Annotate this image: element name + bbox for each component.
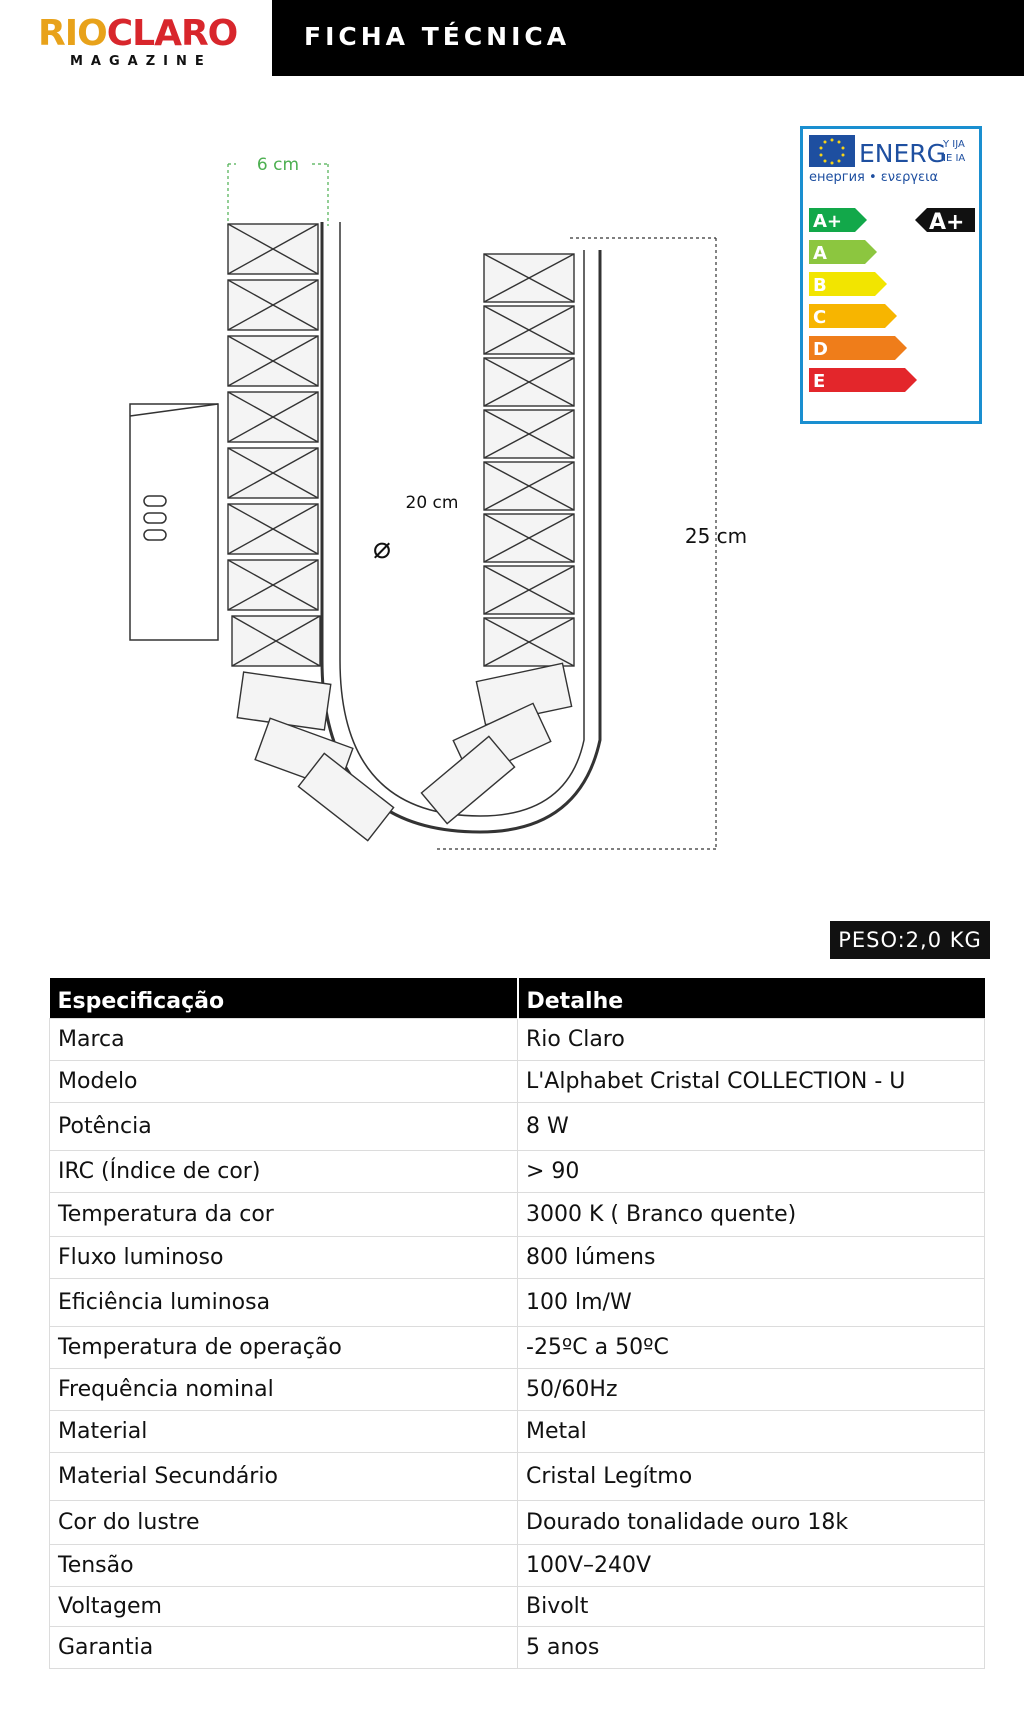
table-row <box>50 1410 985 1452</box>
spec-value-cell: 800 lúmens <box>518 1236 985 1278</box>
spec-value-cell: 8 W <box>518 1102 985 1150</box>
table-row <box>50 1150 985 1192</box>
spec-value-cell: Dourado tonalidade ouro 18k <box>518 1500 985 1544</box>
energy-suffix-top: Y IJA <box>943 139 965 150</box>
spec-name-cell: Garantia <box>50 1626 518 1668</box>
width-label: 6 cm <box>256 155 300 175</box>
energy-class-label: C <box>813 307 827 328</box>
spec-value-cell: 50/60Hz <box>518 1368 985 1410</box>
spec-table <box>49 978 985 1669</box>
energy-class-label: D <box>813 339 828 360</box>
spec-value-cell: Cristal Legítmo <box>518 1452 985 1500</box>
spec-name-cell: Potência <box>50 1102 518 1150</box>
height-label: 25 cm <box>684 524 748 548</box>
spec-name-cell: Temperatura da cor <box>50 1192 518 1236</box>
spec-value-cell: Metal <box>518 1410 985 1452</box>
table-row <box>50 1586 985 1626</box>
header-specification: Especificação <box>50 978 518 1018</box>
energy-class-label: E <box>813 371 826 392</box>
spec-value-cell: Rio Claro <box>518 1018 985 1060</box>
table-row <box>50 1060 985 1102</box>
spec-value-cell: L'Alphabet Cristal COLLECTION - U <box>518 1060 985 1102</box>
spec-name-cell: IRC (Índice de cor) <box>50 1150 518 1192</box>
spec-value-cell: Bivolt <box>518 1586 985 1626</box>
spec-value-cell: 3000 K ( Branco quente) <box>518 1192 985 1236</box>
table-row <box>50 1192 985 1236</box>
spec-name-cell: Eficiência luminosa <box>50 1278 518 1326</box>
energy-label <box>800 126 982 424</box>
spec-name-cell: Frequência nominal <box>50 1368 518 1410</box>
energy-label-graphic <box>803 129 979 421</box>
spec-name-cell: Material <box>50 1410 518 1452</box>
table-row <box>50 1500 985 1544</box>
energy-suffix-bottom: IE IA <box>943 153 966 164</box>
energy-class-label: B <box>813 275 827 296</box>
spec-table-body <box>50 1018 985 1668</box>
table-row <box>50 1626 985 1668</box>
table-row <box>50 1544 985 1586</box>
product-drawing <box>40 140 780 880</box>
weight-badge: PESO:2,0 KG <box>830 921 990 959</box>
diameter-symbol: ⌀ <box>372 531 392 566</box>
spec-name-cell: Cor do lustre <box>50 1500 518 1544</box>
spec-value-cell: -25ºC a 50ºC <box>518 1326 985 1368</box>
table-row <box>50 1326 985 1368</box>
spec-name-cell: Marca <box>50 1018 518 1060</box>
spec-name-cell: Modelo <box>50 1060 518 1102</box>
spec-name-cell: Tensão <box>50 1544 518 1586</box>
spec-name-cell: Temperatura de operação <box>50 1326 518 1368</box>
table-row <box>50 1236 985 1278</box>
spec-name-cell: Voltagem <box>50 1586 518 1626</box>
table-row <box>50 1452 985 1500</box>
header-bar <box>272 0 1024 76</box>
crystals-right <box>421 254 574 824</box>
energy-rating: A+ <box>929 210 965 235</box>
spec-value-cell: 100V–240V <box>518 1544 985 1586</box>
energy-class-bars <box>809 208 917 392</box>
header-detail: Detalhe <box>518 978 985 1018</box>
spec-value-cell: > 90 <box>518 1150 985 1192</box>
spec-value-cell: 100 lm/W <box>518 1278 985 1326</box>
logo-rio: RIO <box>38 13 107 54</box>
energy-class-label: A <box>813 243 827 264</box>
table-row <box>50 1278 985 1326</box>
spec-table-header <box>50 978 985 1018</box>
spec-value-cell: 5 anos <box>518 1626 985 1668</box>
brand-logo <box>38 13 248 69</box>
energy-subtitle: енергия • ενεργεια <box>809 170 939 185</box>
spec-name-cell: Fluxo luminoso <box>50 1236 518 1278</box>
wall-mount <box>130 404 218 640</box>
page-title: FICHA TÉCNICA <box>304 22 571 51</box>
diameter-label: 20 cm <box>405 493 459 513</box>
crystals-left <box>228 224 394 841</box>
logo-subtitle: MAGAZINE <box>70 54 212 69</box>
table-row <box>50 1102 985 1150</box>
logo-claro: CLARO <box>106 13 238 54</box>
table-row <box>50 1018 985 1060</box>
energy-class-label: A+ <box>813 211 843 232</box>
table-row <box>50 1368 985 1410</box>
logo-wordmark <box>38 13 248 54</box>
spec-name-cell: Material Secundário <box>50 1452 518 1500</box>
energy-title: ENERG <box>859 139 947 168</box>
